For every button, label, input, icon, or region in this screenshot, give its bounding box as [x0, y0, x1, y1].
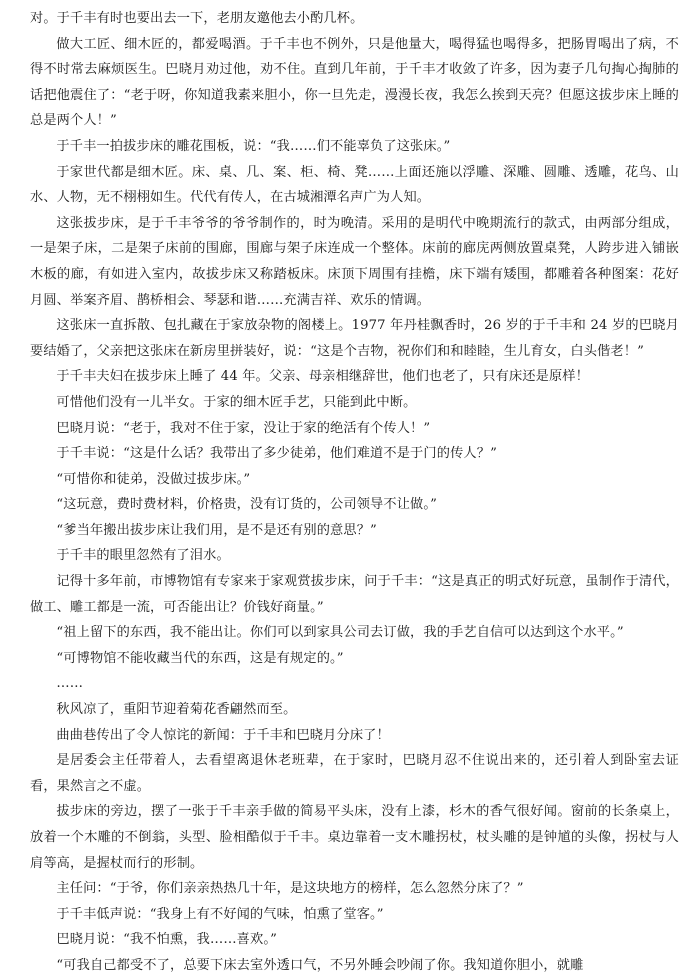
- paragraph: “祖上留下的东西，我不能出让。你们可以到家具公司去订做，我的手艺自信可以达到这个水平。”: [56, 625, 624, 641]
- paragraph: 于千丰说：“这是什么话？我带出了多少徒弟，他们难道不是于门的传人？”: [56, 446, 497, 462]
- paragraph: 于千丰一拍拔步床的雕花围板，说：“我……们不能辜负了这张床。”: [56, 138, 451, 154]
- paragraph: 做大工匠、细木匠的，都爱喝酒。于千丰也不例外，只是他量大，喝得猛也喝得多，把肠胃喝出了病，不得不时常去麻烦医生。巴晓月劝过他，劝不住。直到几年前，于千丰才收敛了许多，因为妻子几句掏心掏肺的话把他震住了：“老于呀，你知道我素来胆小，你一旦先走，漫漫长夜，我怎么挨到天亮？但愿这拔步床上睡的总是两个人！”: [30, 36, 679, 129]
- paragraph: 是居委会主任带着人，去看望离退休老班辈，在于家时，巴晓月忍不住说出来的，还引着人到卧室去证看，果然言之不虚。: [30, 753, 679, 794]
- paragraph: “可博物馆不能收藏当代的东西，这是有规定的。”: [56, 650, 344, 666]
- paragraph: “可惜你和徒弟，没做过拔步床。”: [56, 471, 251, 487]
- paragraph: “可我自己都受不了，总要下床去室外透口气，不另外睡会吵闹了你。我知道你胆小，就雕: [56, 957, 584, 973]
- paragraph: 记得十多年前，市博物馆有专家来于家观赏拔步床，问于千丰：“这是真正的明式好玩意，虽制作于清代，做工、雕工都是一流，可否能出让？价钱好商量。”: [30, 574, 679, 615]
- paragraph: 于家世代都是细木匠。床、桌、几、案、柜、椅、凳……上面还施以浮雕、深雕、圆雕、透雕，花鸟、山水、人物，无不栩栩如生。代代有传人，在古城湘潭名声广为人知。: [30, 164, 679, 206]
- paragraph: 曲曲巷传出了令人惊诧的新闻：于千丰和巴晓月分床了！: [56, 727, 390, 743]
- paragraph: 主任问：“于爷，你们亲亲热热几十年，是这块地方的榜样，怎么忽然分床了？”: [56, 881, 524, 897]
- paragraph: 巴晓月说：“我不怕熏，我……喜欢。”: [56, 932, 277, 948]
- paragraph: 这张拔步床，是于千丰爷爷的爷爷制作的，时为晚清。采用的是明代中晚期流行的款式，由两部分组成，一是架子床，二是架子床前的围廊，围廊与架子床连成一个整体。床前的廊庑两侧放置桌凳，人跨步进入铺嵌木板的廊，有如进入室内，故拔步床又称踏板床。床顶下周围有挂檐，床下端有矮围，都雕着各种图案：花好月圆、举案齐眉、鹊桥相会、琴瑟和谐……充满吉祥、欢乐的情调。: [30, 215, 679, 308]
- paragraph: “爹当年搬出拔步床让我们用，是不是还有别的意思？”: [56, 522, 377, 538]
- paragraph: 这张床一直拆散、包扎藏在于家放杂物的阁楼上。1977 年丹桂飘香时，26 岁的于千丰和 24 岁的巴晓月要结婚了，父亲把这张床在新房里拼装好，说：“这是个吉物，祝你们和和睦睦，生儿育女，白头偕老！”: [30, 318, 679, 359]
- paragraph: 于千丰夫妇在拔步床上睡了 44 年。父亲、母亲相继辞世，他们也老了，只有床还是原样！: [56, 369, 589, 385]
- paragraph: 可惜他们没有一儿半女。于家的细木匠手艺，只能到此中断。: [56, 394, 417, 410]
- paragraph: “这玩意，费时费材料，价格贵，没有订货的，公司领导不让做。”: [56, 497, 438, 513]
- paragraph: 于千丰低声说：“我身上有不好闻的气味，怕熏了堂客。”: [56, 906, 384, 922]
- paragraph: 对。于千丰有时也要出去一下，老朋友邀他去小酌几杯。: [30, 11, 364, 26]
- paragraph: 于千丰的眼里忽然有了泪水。: [56, 548, 230, 564]
- paragraph: 拔步床的旁边，摆了一张于千丰亲手做的简易平头床，没有上漆，杉木的香气很好闻。窗前的长条桌上，放着一个木雕的不倒翁，头型、脸相酷似于千丰。桌边靠着一支木雕拐杖，杖头雕的是钟馗的头像，拐杖与人肩等高，是握杖而行的形制。: [30, 804, 679, 871]
- paragraph: 巴晓月说：“老于，我对不住于家，没让于家的绝活有个传人！”: [56, 420, 431, 436]
- paragraph: 秋风凉了，重阳节迎着菊花香翩然而至。: [56, 702, 297, 718]
- paragraph: ……: [56, 676, 84, 692]
